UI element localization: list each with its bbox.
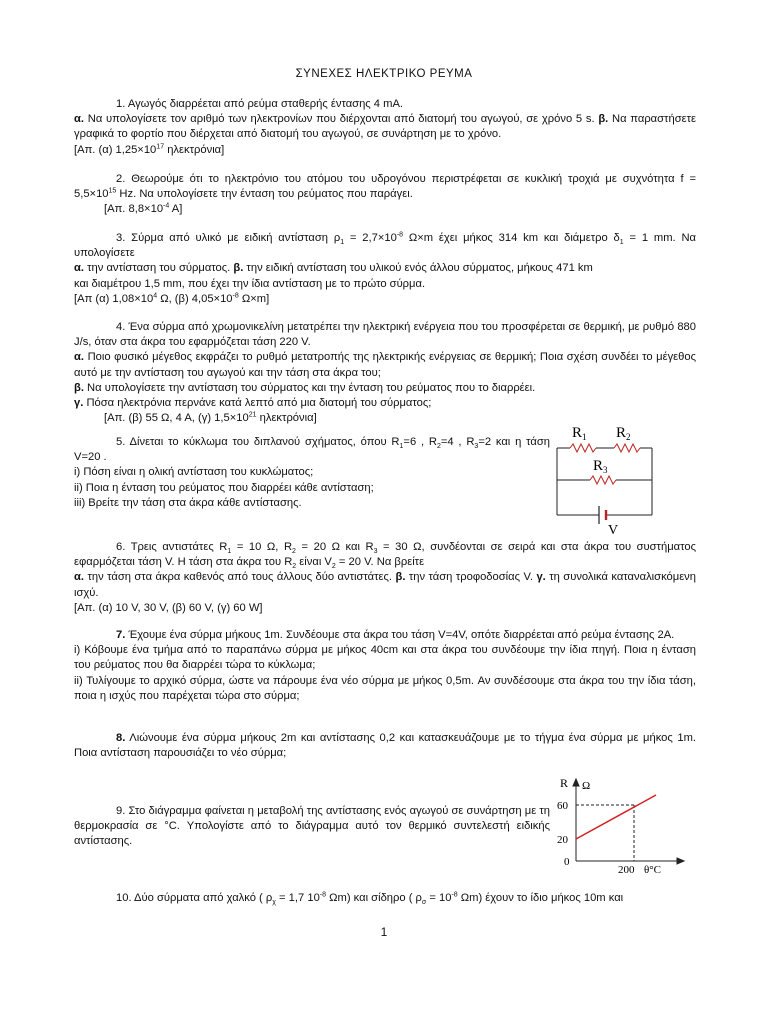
problem-3-part-b: την ειδική αντίσταση του υλικού ενός άλλου σύρματος, μήκους 471 km (243, 262, 593, 275)
problem-1-stem: 1. Αγωγός διαρρέεται από ρεύμα σταθερής έντασης 4 mA. (116, 98, 404, 110)
problem-5-question-i: i) Πόση είναι η ολική αντίσταση του κυκλώματος; (74, 466, 314, 479)
problem-3-stem: 3. Σύρμα από υλικό με ειδική αντίσταση $\rho_1 = 2,7\times 10^{-8}$ Ω×m έχει μήκος 314 km και διάμετρο $\delta_1 = 1$ mm. Να υπολογίσετε (74, 231, 697, 260)
answer-4: [Απ. (β) 55 Ω, 4 Α, (γ) $1,5\times 10^{21}$ ηλεκτρόνια] (104, 411, 317, 425)
part-c-marker: γ. (536, 571, 546, 584)
problem-5-question-ii: ii) Ποια η ένταση του ρεύματος που διαρρέει κάθε αντίσταση; (74, 481, 374, 494)
y-axis-label: R (560, 776, 569, 790)
problem-6-part-b: την τάση τροφοδοσίας V. (405, 571, 537, 584)
problem-6-stem: 6. Τρεις αντιστάτες $R_1 = 10$ Ω, $R_2 = 20$ Ω και $R_3 = 30$ Ω, συνδέονται σε σειρά και στα άκρα του συστήματος εφαρμόζεται τάση V. Η τάση στα άκρα του $R_2$ είναι $V_2 = 20$ V. Να βρείτε (74, 541, 696, 571)
part-a-marker: α. (74, 571, 84, 584)
problem-5-stem: 5. Δίνεται το κύκλωμα του διπλανού σχήματος, όπου $R_1=6$ , $R_2=4$ , $R_3=2$ και η τάση V=20 . (74, 436, 550, 464)
problem-9-stem: 9. Στο διάγραμμα φαίνεται η μεταβολή της αντίστασης ενός αγωγού σε συνάρτηση με τη θερμοκρασία σε °C. Υπολογίστε από το διάγραμμα αυτό τον θερμικό συντελεστή ειδικής αντίστασης. (74, 805, 550, 848)
problem-9 (74, 804, 550, 850)
problem-4 (74, 320, 696, 426)
y-axis-unit: Ω (582, 780, 591, 792)
answer-2: [Απ. $8,8\times 10^{-4}$ Α] (104, 202, 183, 216)
problem-1-part-a: Να υπολογίσετε τον αριθμό των ηλεκτρονίων που διέρχονται από διατομή του αγωγού, σε χρόνο 5 s. (84, 113, 599, 126)
tick-y-20: 20 (557, 834, 568, 846)
problem-2 (74, 172, 696, 218)
problem-4-part-b: Να υπολογίσετε την αντίσταση του σύρματος και την ένταση του ρεύματος που το διαρρέει. (83, 381, 536, 394)
problem-10-stem: 10. Δύο σύρματα από χαλκό ( $\rho_\chi = 1,7$ $10^{-8}$ Ωm) και σίδηρο ( $\rho_\sigma = 10^{-8}$ Ωm) έχουν το ίδιο μήκος 10m και (116, 891, 624, 907)
answer-6: [Απ. (α) 10 V, 30 V, (β) 60 V, (γ) 60 W] (74, 601, 263, 614)
problem-7 (74, 628, 696, 704)
problem-8-number: 8. (116, 732, 126, 744)
problem-6-part-a: την τάση στα άκρα καθενός από τους άλλους δύο αντιστάτες. (84, 571, 396, 584)
problem-7-question-i: i) Κόβουμε ένα τμήμα από το παραπάνω σύρμα με μήκος 40cm και στα άκρα του συνδέουμε την ίδια πηγή. Ποια η ένταση του ρεύματος που θα διαρρέει τώρα το κύκλωμα; (74, 644, 696, 672)
part-b-marker: β. (395, 571, 406, 584)
tick-y-0: 0 (564, 856, 570, 868)
x-axis-unit: θ°C (644, 864, 662, 875)
part-b-marker: β. (74, 381, 84, 394)
problem-8-stem: Λιώνουμε ένα σύρμα μήκους 2m και αντίστασης 0,2 και κατασκευάζουμε με το τήγμα ένα σύρμα με μήκος 1m. Ποια αντίσταση παρουσιάζει το νέο σύρμα; (74, 732, 696, 760)
circuit-diagram (552, 420, 672, 540)
part-a-marker: α. (74, 351, 84, 364)
problem-7-stem: Έχουμε ένα σύρμα μήκους 1m. Συνδέουμε στα άκρα του τάση V=4V, οπότε διαρρέεται από ρεύμα έντασης 2Α. (125, 629, 675, 641)
part-c-marker: γ. (74, 397, 84, 410)
tick-y-60: 60 (557, 800, 568, 812)
problem-3-part-a: την αντίσταση του σύρματος. (84, 262, 234, 275)
page-number: 1 (380, 925, 388, 939)
answer-3: [Απ (α) $1,08\times 10^4$ Ω, (β) $4,05\times 10^{-8}$ Ω×m] (74, 292, 270, 305)
problem-5 (74, 435, 550, 511)
problem-1-part-b: Να παραστήσετε γραφικά το φορτίο που διέρχεται από διατομή του αγωγού, σε συνάρτηση με το χρόνο. (74, 113, 696, 141)
page-title: ΣΥΝΕΧΕΣ ΗΛΕΚΤΡΙΚΟ ΡΕΥΜΑ (295, 68, 473, 80)
problem-1 (74, 97, 696, 158)
tick-x-200: 200 (618, 864, 635, 875)
part-a-marker: α. (74, 113, 84, 126)
voltage-label: V (608, 523, 619, 538)
problem-10 (74, 891, 696, 906)
r1-label: $R_1$ (572, 425, 587, 442)
part-b-marker: β. (598, 113, 609, 126)
problem-4-part-c: Πόσα ηλεκτρόνια περνάνε κατά λεπτό από μια διατομή του σύρματος; (83, 397, 432, 410)
problem-8 (74, 731, 696, 761)
part-b-marker: β. (233, 262, 244, 275)
problem-3 (74, 231, 696, 307)
part-a-marker: α. (74, 262, 84, 275)
resistance-line (576, 795, 656, 839)
answer-1: [Απ. (α) $1,25\times 10^{17}$ ηλεκτρόνια] (74, 142, 225, 156)
problem-4-stem: 4. Ένα σύρμα από χρωμονικελίνη μετατρέπει την ηλεκτρική ενέργεια που του προσφέρεται σε θερμική, με ρυθμό 880 J/s, όταν στα άκρα του εφαρμόζεται τάση 220 V. (74, 321, 696, 349)
problem-7-question-ii: ii) Τυλίγουμε το αρχικό σύρμα, ώστε να πάρουμε ένα νέο σύρμα με μήκος 0,5m. Αν συνδέσουμε στα άκρα του την ίδια τάση, ποια η ισχύς που παρέχεται τώρα στο σύρμα; (74, 674, 696, 702)
r3-label: $R_3$ (593, 458, 608, 475)
problem-2-stem: 2. Θεωρούμε ότι το ηλεκτρόνιο του ατόμου του υδρογόνου περιστρέφεται σε κυκλική τροχιά με συχνότητα $f = 5,5\times 10^{15}$ Hz. Να υπολογίσετε την ένταση του ρεύματος που παράγει. (74, 173, 696, 201)
problem-3-continuation: και διαμέτρου 1,5 mm, που έχει την ίδια αντίσταση με το πρώτο σύρμα. (74, 277, 426, 290)
r2-label: $R_2$ (616, 425, 631, 442)
problem-6-part-c: τη συνολικά καταναλισκόμενη ισχύ. (74, 571, 696, 599)
problem-4-part-a: Ποιο φυσικό μέγεθος εκφράζει το ρυθμό μετατροπής της ηλεκτρικής ενέργειας σε θερμική; Ποια σχέση συνδέει το μέγεθος αυτό με την αντίσταση του αγωγού και την τάση στα άκρα του; (74, 351, 696, 379)
resistance-temperature-graph (552, 775, 692, 875)
problem-7-number: 7. (116, 629, 126, 641)
problem-6 (74, 540, 696, 616)
problem-5-question-iii: iii) Βρείτε την τάση στα άκρα κάθε αντίστασης. (74, 496, 302, 509)
